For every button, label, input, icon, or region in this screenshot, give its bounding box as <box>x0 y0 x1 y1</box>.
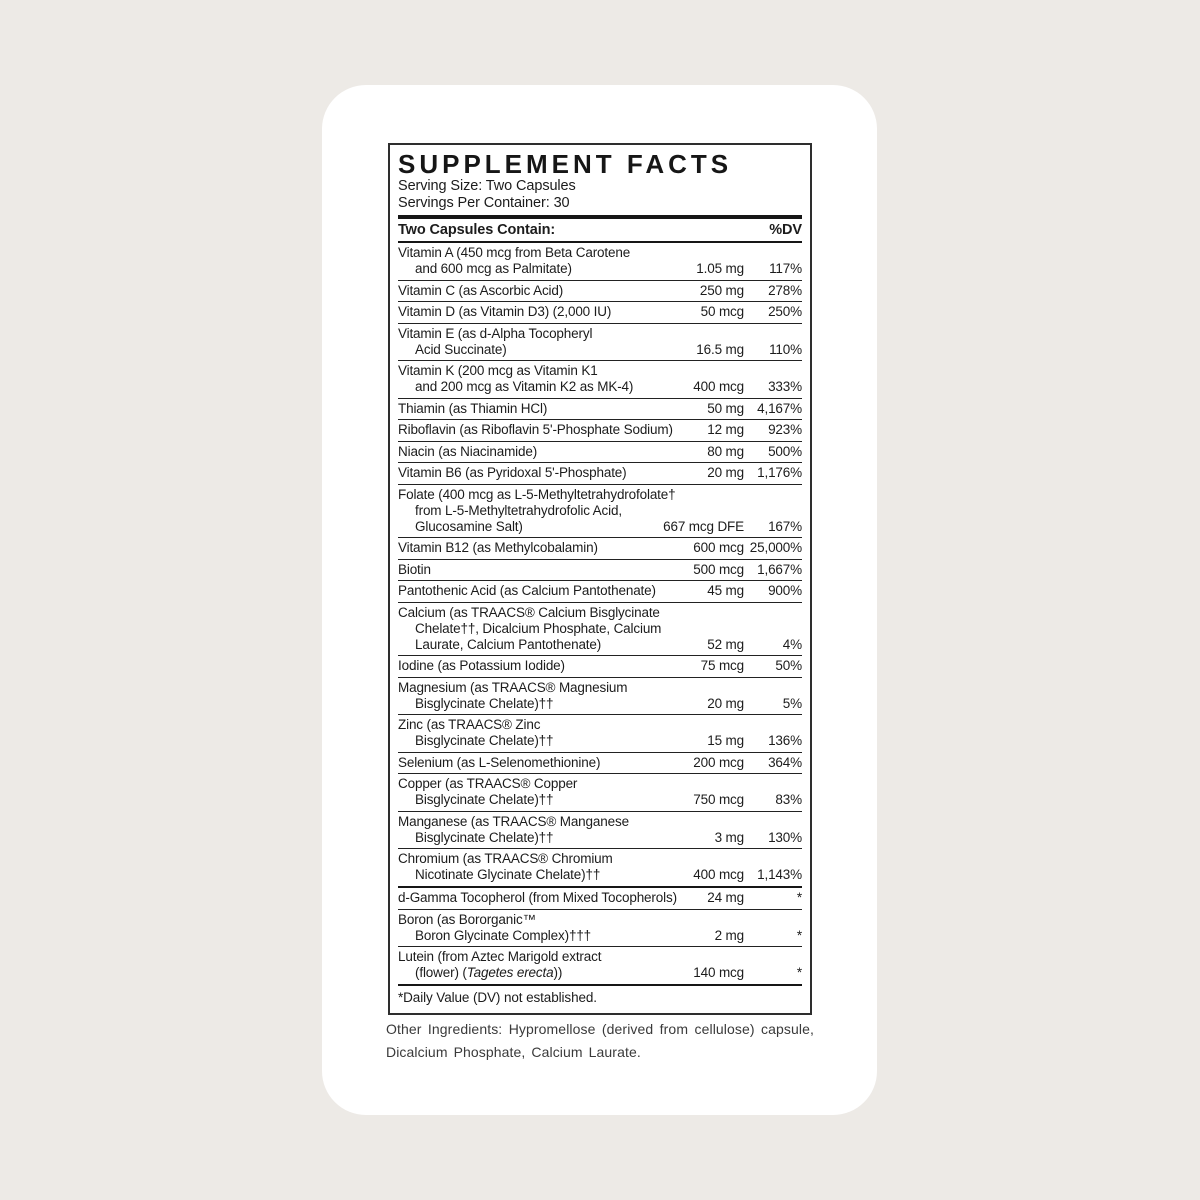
facts-title: SUPPLEMENT FACTS <box>398 149 733 179</box>
nutrient-amount: 75 mcg <box>700 658 744 673</box>
nutrient-name: Niacin (as Niacinamide) <box>398 443 538 459</box>
nutrient-amount: 12 mg <box>707 422 744 437</box>
nutrient-amount: 20 mg <box>707 695 744 711</box>
table-row <box>398 888 802 909</box>
daily-value-note: *Daily Value (DV) not established. <box>398 990 597 1005</box>
nutrient-name: Lutein (from Aztec Marigold extract (flower) (Tagetes erecta)) <box>398 949 602 980</box>
nutrient-name: Vitamin C (as Ascorbic Acid) <box>398 282 564 298</box>
table-row <box>398 946 802 984</box>
table-row <box>398 655 802 677</box>
nutrient-amount: 20 mg <box>707 465 744 480</box>
table-row <box>398 301 802 323</box>
nutrient-dv: 130% <box>768 829 802 845</box>
nutrient-amount: 200 mcg <box>693 754 744 770</box>
nutrient-name: Vitamin K (200 mcg as Vitamin K1 and 200 mcg as Vitamin K2 as MK-4) <box>398 363 634 394</box>
serving-size: Serving Size: Two Capsules <box>398 178 576 194</box>
nutrient-amount: 24 mg <box>707 890 744 905</box>
table-row <box>398 323 802 361</box>
servings-per-container: Servings Per Container: 30 <box>398 195 570 211</box>
table-row <box>398 243 802 280</box>
table-row <box>398 559 802 581</box>
nutrient-dv: 1,176% <box>757 465 802 480</box>
nutrient-amount: 750 mcg <box>693 792 744 807</box>
nutrient-dv: 1,667% <box>757 561 802 577</box>
supplement-facts-panel <box>388 143 812 1015</box>
nutrient-dv: 900% <box>768 583 802 598</box>
nutrient-dv: 333% <box>768 379 802 394</box>
nutrient-name: d-Gamma Tocopherol (from Mixed Tocopherols) <box>398 890 677 905</box>
nutrient-dv: * <box>796 965 802 980</box>
nutrient-dv: 278% <box>768 282 802 298</box>
table-row <box>398 441 802 463</box>
nutrient-dv: 117% <box>769 261 802 276</box>
table-row <box>398 484 802 538</box>
nutrient-amount: 80 mg <box>707 443 744 459</box>
nutrient-dv: 250% <box>768 304 802 319</box>
nutrient-dv: 1,143% <box>757 867 802 882</box>
nutrient-dv: 4% <box>782 636 802 652</box>
table-row <box>398 419 802 441</box>
nutrient-amount: 50 mcg <box>700 304 744 319</box>
table-row <box>398 537 802 559</box>
table-row <box>398 360 802 398</box>
footnote-nutrient-rows <box>398 888 802 984</box>
other-ingredients: Other Ingredients: Hypromellose (derived from cellulose) capsule, Dicalcium Phosphate, Calcium Laurate. <box>386 1021 814 1060</box>
nutrient-name: Manganese (as TRAACS® Manganese Bisglycinate Chelate)†† <box>398 813 629 845</box>
facts-header <box>398 150 802 212</box>
nutrient-amount: 15 mg <box>707 733 744 748</box>
table-row <box>398 677 802 715</box>
nutrient-amount: 667 mcg DFE <box>663 518 744 534</box>
nutrient-amount: 1.05 mg <box>696 261 744 276</box>
nutrient-name: Biotin <box>398 561 431 577</box>
nutrient-dv: 5% <box>782 695 802 711</box>
table-row <box>398 773 802 811</box>
nutrient-dv: * <box>796 927 802 943</box>
table-row <box>398 398 802 420</box>
nutrient-amount: 500 mcg <box>693 561 744 577</box>
nutrient-dv: 167% <box>768 518 802 534</box>
table-row <box>398 848 802 886</box>
table-row <box>398 580 802 602</box>
table-row <box>398 280 802 302</box>
nutrient-amount: 50 mg <box>707 400 744 416</box>
nutrient-name: Folate (400 mcg as L-5-Methyltetrahydrofolate† from L-5-Methyltetrahydrofolic Acid, Glucosamine Salt) <box>398 486 676 534</box>
nutrient-name: Riboflavin (as Riboflavin 5'-Phosphate Sodium) <box>398 422 673 437</box>
nutrient-amount: 52 mg <box>707 636 744 652</box>
nutrient-amount: 3 mg <box>714 829 744 845</box>
nutrient-amount: 400 mcg <box>693 867 744 882</box>
nutrient-name: Vitamin B12 (as Methylcobalamin) <box>398 540 598 555</box>
nutrient-name: Copper (as TRAACS® Copper Bisglycinate Chelate)†† <box>398 776 578 807</box>
product-label-card <box>322 85 877 1115</box>
table-row <box>398 714 802 752</box>
nutrient-dv: 136% <box>768 733 802 748</box>
table-row <box>398 909 802 947</box>
table-column-header-row <box>398 219 802 241</box>
nutrient-name: Zinc (as TRAACS® Zinc Bisglycinate Chelate)†† <box>398 717 554 748</box>
table-row <box>398 602 802 656</box>
nutrient-rows <box>398 243 802 886</box>
nutrient-amount: 140 mcg <box>693 965 744 980</box>
nutrient-amount: 600 mcg <box>693 540 744 555</box>
nutrient-dv: 83% <box>775 792 802 807</box>
nutrient-dv: 923% <box>768 422 802 437</box>
contain-header: Two Capsules Contain: <box>398 222 556 238</box>
nutrient-name: Boron (as Bororganic™ Boron Glycinate Complex)††† <box>398 911 592 943</box>
table-row <box>398 752 802 774</box>
nutrient-dv: 25,000% <box>749 540 802 555</box>
nutrient-dv: 50% <box>775 658 802 673</box>
nutrient-amount: 16.5 mg <box>696 341 744 357</box>
nutrient-dv: 500% <box>768 443 802 459</box>
nutrient-dv: 364% <box>768 754 802 770</box>
nutrient-name: Thiamin (as Thiamin HCl) <box>398 400 548 416</box>
nutrient-name: Pantothenic Acid (as Calcium Pantothenate) <box>398 583 656 598</box>
nutrient-amount: 45 mg <box>707 583 744 598</box>
nutrient-name: Vitamin E (as d-Alpha Tocopheryl Acid Succinate) <box>398 325 593 357</box>
botanical-name: Tagetes erecta <box>466 965 554 980</box>
dv-header: %DV <box>769 222 802 238</box>
nutrient-amount: 250 mg <box>699 282 744 298</box>
table-row <box>398 811 802 849</box>
table-row <box>398 462 802 484</box>
nutrient-name: Magnesium (as TRAACS® Magnesium Bisglycinate Chelate)†† <box>398 679 628 711</box>
nutrient-name: Calcium (as TRAACS® Calcium Bisglycinate Chelate††, Dicalcium Phosphate, Calcium Laurate, Calcium Pantothenate) <box>398 604 662 652</box>
nutrient-amount: 2 mg <box>714 927 744 943</box>
nutrient-dv: 4,167% <box>757 400 802 416</box>
nutrient-name: Selenium (as L-Selenomethionine) <box>398 754 601 770</box>
nutrient-dv: 110% <box>769 341 802 357</box>
nutrient-name: Vitamin A (450 mcg from Beta Carotene and 600 mcg as Palmitate) <box>398 245 631 276</box>
nutrient-name: Iodine (as Potassium Iodide) <box>398 658 565 673</box>
nutrient-name: Vitamin D (as Vitamin D3) (2,000 IU) <box>398 304 612 319</box>
nutrient-name: Vitamin B6 (as Pyridoxal 5'-Phosphate) <box>398 465 627 480</box>
nutrient-amount: 400 mcg <box>693 379 744 394</box>
nutrient-dv: * <box>796 890 802 905</box>
nutrient-name: Chromium (as TRAACS® Chromium Nicotinate Glycinate Chelate)†† <box>398 851 613 882</box>
